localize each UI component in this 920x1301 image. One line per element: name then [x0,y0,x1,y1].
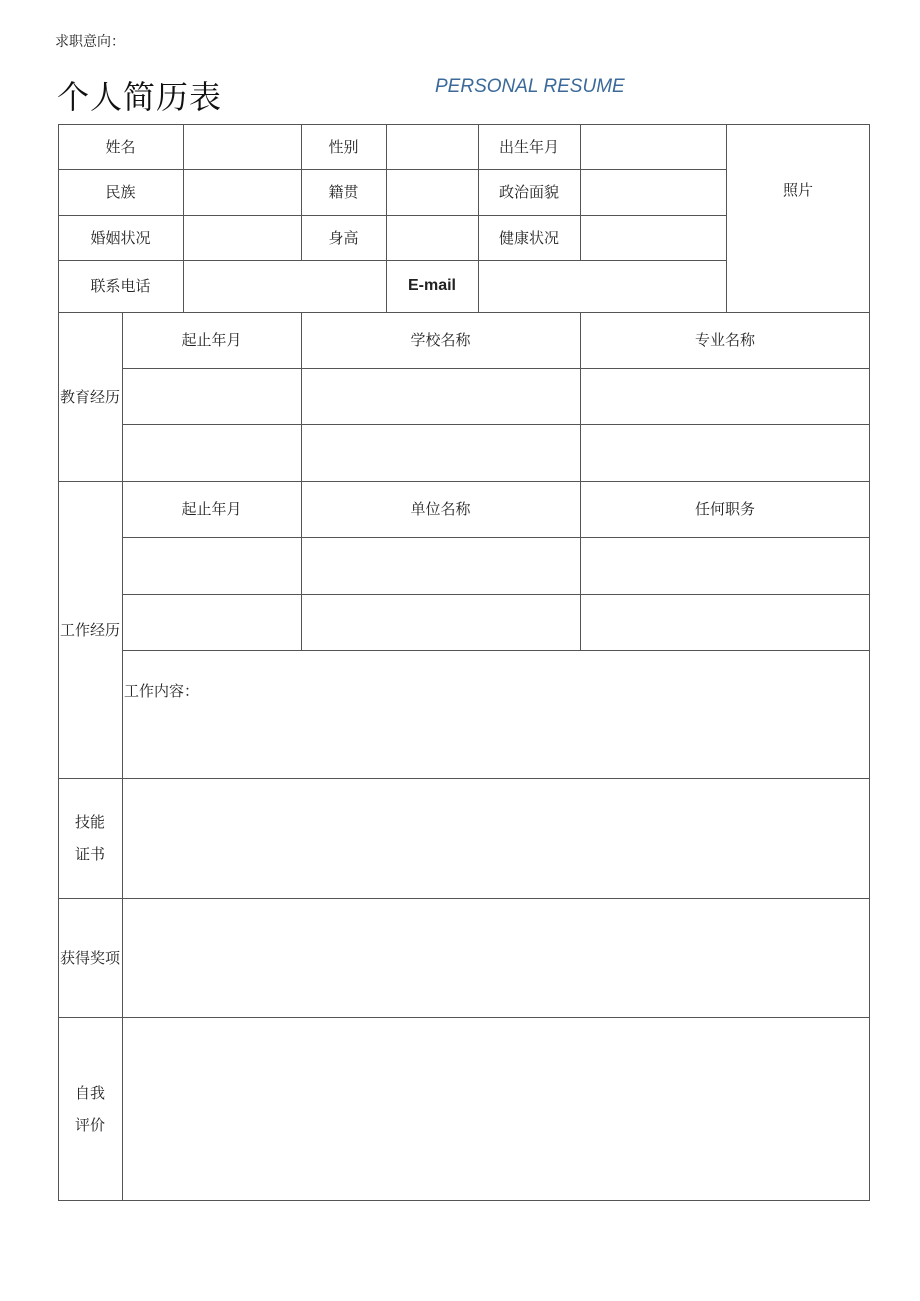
photo-placeholder[interactable] [726,124,870,312]
name-field[interactable] [184,125,301,169]
education-col-major: 专业名称 [694,331,755,349]
awards-field[interactable] [123,899,869,1017]
email-field[interactable] [479,261,726,312]
health-field[interactable] [581,216,726,260]
birth-label: 出生年月 [498,137,559,156]
page-title: 个人简历表 [57,78,223,116]
self-eval-label-line1: 自我 [74,1083,105,1102]
ethnicity-field[interactable] [184,170,301,215]
work-rows[interactable] [123,538,869,650]
political-field[interactable] [581,170,726,215]
health-label: 健康状况 [498,228,559,247]
education-col-school: 学校名称 [410,331,471,349]
self-eval-field[interactable] [123,1018,869,1200]
skills-label-line1: 技能 [74,813,105,831]
phone-label: 联系电话 [90,277,151,295]
work-content-field[interactable] [123,651,869,778]
political-label: 政治面貌 [498,183,559,201]
work-col-position: 任何职务 [694,500,755,518]
education-col-period: 起止年月 [181,331,242,349]
work-content-label: 工作内容： [124,682,200,700]
skills-section-label [58,778,122,898]
self-eval-section-label [58,1017,122,1200]
email-label: E-mail [407,277,456,294]
phone-field[interactable] [184,261,386,312]
education-rows[interactable] [123,369,869,480]
skills-field[interactable] [123,779,869,898]
marital-field[interactable] [184,216,301,260]
page-subtitle: PERSONAL RESUME [435,76,625,97]
awards-section-label: 获得奖项 [59,948,120,967]
gender-label: 性别 [328,137,359,156]
height-field[interactable] [387,216,478,260]
work-section-label: 工作经历 [59,620,120,639]
gender-field[interactable] [387,125,478,169]
skills-label-line2: 证书 [74,845,105,863]
name-label: 姓名 [105,137,136,156]
education-section-label: 教育经历 [59,387,120,406]
photo-label: 照片 [782,181,813,199]
work-col-company: 单位名称 [410,500,471,518]
marital-label: 婚姻状况 [90,228,151,247]
job-intent-label: 求职意向： [55,34,125,50]
resume-table [58,124,870,1201]
birth-field[interactable] [581,125,726,169]
native-place-field[interactable] [387,170,478,215]
self-eval-label-line2: 评价 [74,1115,105,1134]
height-label: 身高 [328,228,359,247]
work-col-period: 起止年月 [181,500,242,518]
native-place-label: 籍贯 [328,183,359,201]
ethnicity-label: 民族 [105,183,136,201]
